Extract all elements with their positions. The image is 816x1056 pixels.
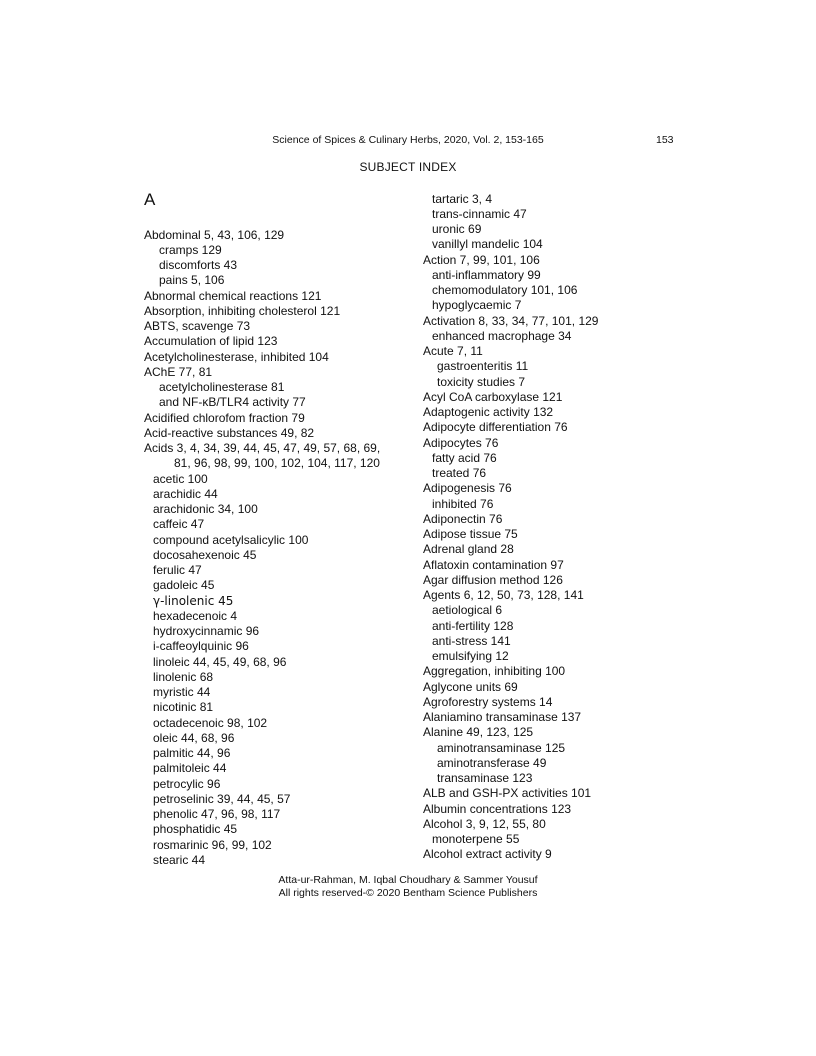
index-subentry: phenolic 47, 96, 98, 117 <box>153 807 281 821</box>
index-subentry: treated 76 <box>432 466 487 480</box>
index-entry: Acid-reactive substances 49, 82 <box>144 426 315 440</box>
index-subentry: palmitoleic 44 <box>153 761 227 775</box>
index-subentry: uronic 69 <box>432 222 482 236</box>
index-subentry: linoleic 44, 45, 49, 68, 96 <box>153 655 287 669</box>
index-subentry: aminotransferase 49 <box>437 756 547 770</box>
index-subentry: tartaric 3, 4 <box>432 192 493 206</box>
index-subentry: i-caffeoylquinic 96 <box>153 639 249 653</box>
index-entry: Absorption, inhibiting cholesterol 121 <box>144 304 341 318</box>
index-subentry: linolenic 68 <box>153 670 214 684</box>
index-subentry: petrocylic 96 <box>153 777 221 791</box>
section-letter: A <box>144 190 156 209</box>
page-title: SUBJECT INDEX <box>359 160 457 174</box>
footer-authors: Atta-ur-Rahman, M. Iqbal Choudhary & Sammer Yousuf <box>278 874 538 886</box>
index-subentry: oleic 44, 68, 96 <box>153 731 235 745</box>
index-subentry: arachidic 44 <box>153 487 218 501</box>
index-entry: Acyl CoA carboxylase 121 <box>423 390 563 404</box>
index-subentry: hexadecenoic 4 <box>153 609 238 623</box>
index-subentry: vanillyl mandelic 104 <box>432 237 543 251</box>
journal-citation: Science of Spices & Culinary Herbs, 2020, Vol. 2, 153-165 <box>272 134 544 146</box>
index-entry: Abdominal 5, 43, 106, 129 <box>144 228 285 242</box>
index-subentry: inhibited 76 <box>432 497 494 511</box>
index-subentry: myristic 44 <box>153 685 211 699</box>
index-entry: ALB and GSH-PX activities 101 <box>423 786 592 800</box>
index-entry-continuation: 81, 96, 98, 99, 100, 102, 104, 117, 120 <box>174 456 380 470</box>
index-subentry: arachidonic 34, 100 <box>153 502 258 516</box>
index-subentry: gastroenteritis 11 <box>437 359 529 373</box>
index-subentry: stearic 44 <box>153 853 206 867</box>
index-entry: Action 7, 99, 101, 106 <box>423 253 540 267</box>
running-header <box>0 134 816 148</box>
index-entry: Accumulation of lipid 123 <box>144 334 278 348</box>
index-entry: Adrenal gland 28 <box>423 542 514 556</box>
index-subentry: compound acetylsalicylic 100 <box>153 533 309 547</box>
index-subentry: pains 5, 106 <box>159 273 225 287</box>
index-subentry: emulsifying 12 <box>432 649 509 663</box>
index-subentry: aminotransaminase 125 <box>437 741 566 755</box>
index-entry: Acidified chlorofom fraction 79 <box>144 411 305 425</box>
index-subentry: rosmarinic 96, 99, 102 <box>153 838 272 852</box>
index-subentry: petroselinic 39, 44, 45, 57 <box>153 792 291 806</box>
index-subentry: palmitic 44, 96 <box>153 746 231 760</box>
index-subentry: caffeic 47 <box>153 517 205 531</box>
index-entry: Acetylcholinesterase, inhibited 104 <box>144 350 329 364</box>
index-subentry: fatty acid 76 <box>432 451 497 465</box>
index-entry: Acids 3, 4, 34, 39, 44, 45, 47, 49, 57, 68, 69, <box>144 441 381 455</box>
index-entry: Adiponectin 76 <box>423 512 503 526</box>
index-entry: Acute 7, 11 <box>423 344 483 358</box>
footer-rights: All rights reserved-© 2020 Bentham Science Publishers <box>278 887 538 899</box>
index-subentry: monoterpene 55 <box>432 832 520 846</box>
index-subentry: hydroxycinnamic 96 <box>153 624 260 638</box>
index-entry: Alcohol 3, 9, 12, 55, 80 <box>423 817 546 831</box>
index-entry: Aggregation, inhibiting 100 <box>423 664 566 678</box>
index-subentry: gadoleic 45 <box>153 578 215 592</box>
index-entry: Activation 8, 33, 34, 77, 101, 129 <box>423 314 599 328</box>
index-subentry: aetiological 6 <box>432 603 503 617</box>
index-subentry: cramps 129 <box>159 243 222 257</box>
index-entry: Agroforestry systems 14 <box>423 695 553 709</box>
index-subentry: γ-linolenic 45 <box>153 594 234 608</box>
index-subentry: anti-fertility 128 <box>432 619 514 633</box>
index-subentry: anti-stress 141 <box>432 634 511 648</box>
index-subentry: phosphatidic 45 <box>153 822 238 836</box>
index-entry: Aflatoxin contamination 97 <box>423 558 564 572</box>
index-entry: ABTS, scavenge 73 <box>144 319 251 333</box>
index-entry: Albumin concentrations 123 <box>423 802 572 816</box>
index-entry: Alcohol extract activity 9 <box>423 847 552 861</box>
index-entry: Abnormal chemical reactions 121 <box>144 289 322 303</box>
index-entry: Adaptogenic activity 132 <box>423 405 554 419</box>
index-entry: Alanine 49, 123, 125 <box>423 725 534 739</box>
index-entry: AChE 77, 81 <box>144 365 213 379</box>
index-entry: Agents 6, 12, 50, 73, 128, 141 <box>423 588 584 602</box>
index-subentry: nicotinic 81 <box>153 700 214 714</box>
index-subentry: chemomodulatory 101, 106 <box>432 283 578 297</box>
index-subentry: acetylcholinesterase 81 <box>159 380 285 394</box>
index-subentry: and NF-κB/TLR4 activity 77 <box>159 395 306 409</box>
index-subentry: transaminase 123 <box>437 771 533 785</box>
index-entry: Agar diffusion method 126 <box>423 573 563 587</box>
index-subentry: toxicity studies 7 <box>437 375 526 389</box>
index-entry: Adipocytes 76 <box>423 436 499 450</box>
index-subentry: ferulic 47 <box>153 563 202 577</box>
index-subentry: octadecenoic 98, 102 <box>153 716 268 730</box>
index-subentry: docosahexenoic 45 <box>153 548 257 562</box>
index-entry: Aglycone units 69 <box>423 680 518 694</box>
index-entry: Adipocyte differentiation 76 <box>423 420 568 434</box>
page-number: 153 <box>656 134 674 146</box>
index-entry: Adipose tissue 75 <box>423 527 518 541</box>
index-subentry: anti-inflammatory 99 <box>432 268 541 282</box>
index-subentry: acetic 100 <box>153 472 208 486</box>
index-subentry: trans-cinnamic 47 <box>432 207 527 221</box>
index-subentry: enhanced macrophage 34 <box>432 329 572 343</box>
index-entry: Adipogenesis 76 <box>423 481 512 495</box>
index-subentry: hypoglycaemic 7 <box>432 298 522 312</box>
index-entry: Alaniamino transaminase 137 <box>423 710 582 724</box>
index-subentry: discomforts 43 <box>159 258 238 272</box>
